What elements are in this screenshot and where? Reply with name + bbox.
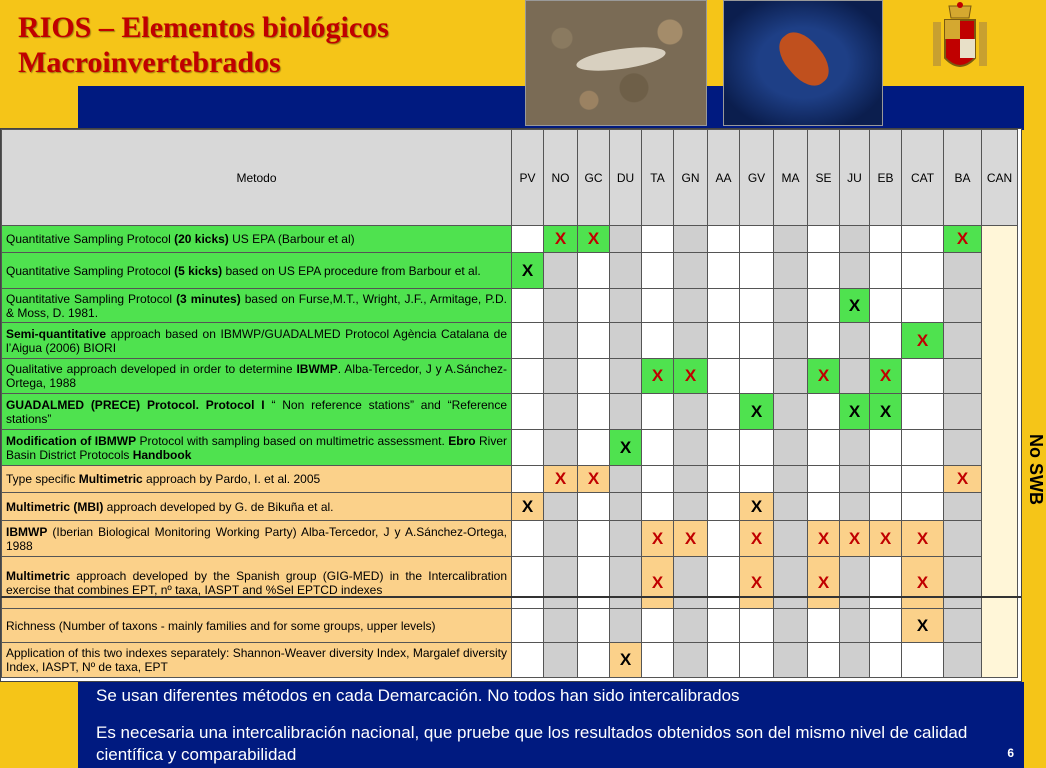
mark-cell-se: [808, 226, 840, 253]
page-number: 6: [1007, 746, 1014, 760]
mark-cell-se: [808, 493, 840, 521]
mark-cell-pv: [512, 557, 544, 609]
mark-cell-ju: [840, 359, 870, 394]
mark-cell-no: [544, 253, 578, 289]
mark-cell-ju: [840, 466, 870, 493]
method-cell: Semi-quantitative approach based on IBMWP/GUADALMED Protocol Agència Catalana de l’Aigua (2006) BIORI: [2, 323, 512, 359]
x-mark: X: [817, 366, 830, 385]
x-mark: X: [817, 572, 830, 592]
x-mark: X: [619, 650, 632, 669]
table-header-row: [2, 130, 1018, 226]
column-header-eb: EB: [870, 130, 902, 226]
title-line-1: RIOS – Elementos biológicos: [18, 11, 389, 44]
mark-cell-aa: [708, 609, 740, 643]
method-cell: Quantitative Sampling Protocol (3 minutes) based on Furse,M.T., Wright, J.F., Armitage, P.D. & Moss, D. 1981.: [2, 289, 512, 323]
mark-cell-gv: [740, 643, 774, 678]
mark-cell-eb: [870, 466, 902, 493]
mark-cell-eb: [870, 493, 902, 521]
larva-shape: [575, 43, 667, 75]
slide-title: [18, 10, 389, 80]
x-mark: X: [651, 572, 664, 592]
mark-cell-gc: [578, 289, 610, 323]
mark-cell-no: [544, 323, 578, 359]
x-mark: X: [848, 401, 861, 421]
mark-cell-no: [544, 394, 578, 430]
mark-cell-aa: [708, 289, 740, 323]
mark-cell-no: [544, 289, 578, 323]
method-cell: Application of this two indexes separately: Shannon-Weaver diversity Index, Margalef diversity Index, IASPT, Nº de taxa, EPT: [2, 643, 512, 678]
mark-cell-cat: [902, 521, 944, 557]
mark-cell-ju: [840, 521, 870, 557]
column-header-ta: TA: [642, 130, 674, 226]
table-row: [2, 643, 1018, 678]
mark-cell-ta: [642, 253, 674, 289]
method-cell: Quantitative Sampling Protocol (5 kicks) based on US EPA procedure from Barbour et al.: [2, 253, 512, 289]
column-header-pv: PV: [512, 130, 544, 226]
mark-cell-gc: [578, 359, 610, 394]
mark-cell-aa: [708, 430, 740, 466]
photo-mayfly-nymph: [723, 0, 883, 126]
mark-cell-pv: [512, 493, 544, 521]
mark-cell-gn: [674, 557, 708, 609]
mark-cell-gn: [674, 323, 708, 359]
mark-cell-eb: [870, 359, 902, 394]
mark-cell-ju: [840, 226, 870, 253]
mark-cell-du: [610, 493, 642, 521]
x-mark: X: [619, 437, 632, 457]
mark-cell-ju: [840, 643, 870, 678]
mark-cell-gc: [578, 323, 610, 359]
column-header-cat: CAT: [902, 130, 944, 226]
mark-cell-ma: [774, 359, 808, 394]
mark-cell-ta: [642, 289, 674, 323]
mark-cell-no: [544, 493, 578, 521]
method-cell: Modification of IBMWP Protocol with sampling based on multimetric assessment. Ebro River Basin District Protocols Handbook: [2, 430, 512, 466]
method-cell: Richness (Number of taxons - mainly families and for some groups, upper levels): [2, 609, 512, 643]
mark-cell-aa: [708, 643, 740, 678]
mark-cell-ba: [944, 323, 982, 359]
mark-cell-gc: [578, 430, 610, 466]
mark-cell-pv: [512, 466, 544, 493]
mark-cell-pv: [512, 643, 544, 678]
x-mark: X: [916, 615, 929, 635]
mark-cell-se: [808, 394, 840, 430]
mark-cell-du: [610, 643, 642, 678]
mark-cell-ma: [774, 226, 808, 253]
title-line-2: Macroinvertebrados: [18, 46, 281, 79]
note-2: Es necesaria una intercalibración nacional, que pruebe que los resultados obtenidos son del mismo nivel de calidad científica y comparabilidad: [96, 723, 968, 764]
mark-cell-gv: [740, 289, 774, 323]
mark-cell-ma: [774, 609, 808, 643]
mark-cell-aa: [708, 493, 740, 521]
method-cell: Multimetric approach developed by the Spanish group (GIG-MED) in the Intercalibration exercise that combines EPT, nº taxa, IASPT and %Sel EPTCD indexes: [2, 557, 512, 609]
mark-cell-du: [610, 289, 642, 323]
mark-cell-no: [544, 521, 578, 557]
mark-cell-ba: [944, 493, 982, 521]
mark-cell-ba: [944, 609, 982, 643]
mark-cell-no: [544, 226, 578, 253]
mark-cell-cat: [902, 323, 944, 359]
mark-cell-cat: [902, 394, 944, 430]
mark-cell-du: [610, 394, 642, 430]
table-row: [2, 226, 1018, 253]
column-header-ba: BA: [944, 130, 982, 226]
x-mark: X: [916, 528, 929, 548]
mark-cell-du: [610, 226, 642, 253]
mark-cell-ta: [642, 643, 674, 678]
column-header-can: CAN: [982, 130, 1018, 226]
column-header-aa: AA: [708, 130, 740, 226]
mark-cell-aa: [708, 226, 740, 253]
mark-cell-du: [610, 466, 642, 493]
mark-cell-gc: [578, 466, 610, 493]
mark-cell-se: [808, 466, 840, 493]
x-mark: X: [879, 366, 892, 385]
mark-cell-gn: [674, 609, 708, 643]
mark-cell-no: [544, 609, 578, 643]
mark-cell-gv: [740, 226, 774, 253]
mark-cell-ta: [642, 359, 674, 394]
mark-cell-gv: [740, 521, 774, 557]
mark-cell-gc: [578, 226, 610, 253]
x-mark: X: [554, 469, 567, 488]
mark-cell-eb: [870, 394, 902, 430]
column-header-method: Metodo: [2, 130, 512, 226]
mark-cell-eb: [870, 226, 902, 253]
mark-cell-ta: [642, 466, 674, 493]
mark-cell-ma: [774, 430, 808, 466]
column-header-gv: GV: [740, 130, 774, 226]
mark-cell-eb: [870, 643, 902, 678]
mark-cell-eb: [870, 430, 902, 466]
mark-cell-du: [610, 323, 642, 359]
mark-cell-aa: [708, 557, 740, 609]
mark-cell-aa: [708, 394, 740, 430]
mark-cell-se: [808, 253, 840, 289]
x-mark: X: [956, 469, 969, 488]
method-cell: Qualitative approach developed in order to determine IBWMP. Alba-Tercedor, J y A.Sánchez-Ortega, 1988: [2, 359, 512, 394]
column-header-ju: JU: [840, 130, 870, 226]
mark-cell-ba: [944, 643, 982, 678]
x-mark: X: [587, 469, 600, 488]
methods-table: [0, 128, 1046, 682]
mark-cell-pv: [512, 609, 544, 643]
mark-cell-gc: [578, 643, 610, 678]
mark-cell-ma: [774, 493, 808, 521]
table-row: [2, 253, 1018, 289]
mark-cell-ba: [944, 557, 982, 609]
x-mark: X: [879, 528, 892, 548]
mark-cell-gc: [578, 253, 610, 289]
mark-cell-gn: [674, 430, 708, 466]
table-row: [2, 521, 1018, 557]
mark-cell-ju: [840, 394, 870, 430]
table-row: [2, 430, 1018, 466]
mark-cell-ma: [774, 521, 808, 557]
method-cell: Multimetric (MBI) approach developed by G. de Bikuña et al.: [2, 493, 512, 521]
mark-cell-cat: [902, 466, 944, 493]
mark-cell-du: [610, 609, 642, 643]
mark-cell-ju: [840, 493, 870, 521]
mark-cell-pv: [512, 430, 544, 466]
x-mark: X: [684, 528, 697, 548]
mark-cell-ba: [944, 253, 982, 289]
x-mark: X: [521, 496, 534, 516]
x-mark: X: [651, 528, 664, 548]
mark-cell-ma: [774, 394, 808, 430]
mark-cell-pv: [512, 394, 544, 430]
mark-cell-gn: [674, 643, 708, 678]
mark-cell-gv: [740, 557, 774, 609]
mark-cell-ju: [840, 609, 870, 643]
x-mark: X: [651, 366, 664, 385]
mark-cell-ta: [642, 557, 674, 609]
mark-cell-se: [808, 643, 840, 678]
mark-cell-cat: [902, 493, 944, 521]
mark-cell-ma: [774, 557, 808, 609]
mark-cell-no: [544, 359, 578, 394]
x-mark: X: [879, 401, 892, 421]
mark-cell-gv: [740, 253, 774, 289]
mark-cell-pv: [512, 253, 544, 289]
table-row: [2, 493, 1018, 521]
column-header-du: DU: [610, 130, 642, 226]
mark-cell-eb: [870, 289, 902, 323]
mark-cell-ma: [774, 323, 808, 359]
mark-cell-eb: [870, 557, 902, 609]
column-header-no: NO: [544, 130, 578, 226]
mark-cell-aa: [708, 359, 740, 394]
mark-cell-gc: [578, 521, 610, 557]
mark-cell-se: [808, 521, 840, 557]
mark-cell-gv: [740, 430, 774, 466]
x-mark: X: [684, 366, 697, 385]
mark-cell-ju: [840, 430, 870, 466]
coat-of-arms-icon: [925, 2, 995, 78]
mark-cell-ta: [642, 609, 674, 643]
mark-cell-se: [808, 289, 840, 323]
mark-cell-se: [808, 323, 840, 359]
table-row: [2, 557, 1018, 609]
mark-cell-pv: [512, 359, 544, 394]
mark-cell-gc: [578, 493, 610, 521]
mark-cell-cat: [902, 430, 944, 466]
x-mark: X: [956, 229, 969, 248]
mark-cell-ba: [944, 394, 982, 430]
mark-cell-eb: [870, 323, 902, 359]
x-mark: X: [916, 572, 929, 592]
mark-cell-ta: [642, 430, 674, 466]
mark-cell-aa: [708, 323, 740, 359]
no-swb-label: No SWB: [1026, 434, 1046, 505]
mark-cell-gv: [740, 359, 774, 394]
mark-cell-ba: [944, 289, 982, 323]
mark-cell-ta: [642, 521, 674, 557]
mark-cell-se: [808, 359, 840, 394]
mark-cell-ta: [642, 394, 674, 430]
mark-cell-du: [610, 430, 642, 466]
mark-cell-ju: [840, 253, 870, 289]
mark-cell-gc: [578, 394, 610, 430]
mark-cell-gn: [674, 253, 708, 289]
x-mark: X: [848, 295, 861, 315]
mark-cell-aa: [708, 466, 740, 493]
x-mark: X: [554, 229, 567, 248]
photo-larva-on-gravel: [525, 0, 707, 126]
mark-cell-no: [544, 643, 578, 678]
mark-cell-pv: [512, 226, 544, 253]
mark-cell-se: [808, 430, 840, 466]
mark-cell-gn: [674, 493, 708, 521]
x-mark: X: [750, 572, 763, 592]
mark-cell-eb: [870, 253, 902, 289]
column-header-gn: GN: [674, 130, 708, 226]
footer-notes: [78, 682, 1024, 768]
mark-cell-gn: [674, 521, 708, 557]
method-cell: Quantitative Sampling Protocol (20 kicks) US EPA (Barbour et al): [2, 226, 512, 253]
mark-cell-aa: [708, 253, 740, 289]
mark-cell-ma: [774, 253, 808, 289]
mark-cell-ju: [840, 557, 870, 609]
mark-cell-gv: [740, 466, 774, 493]
column-header-ma: MA: [774, 130, 808, 226]
x-mark: X: [587, 229, 600, 248]
mark-cell-gv: [740, 323, 774, 359]
column-header-gc: GC: [578, 130, 610, 226]
column-header-se: SE: [808, 130, 840, 226]
method-cell: Type specific Multimetric approach by Pardo, I. et al. 2005: [2, 466, 512, 493]
mark-cell-ma: [774, 289, 808, 323]
mark-cell-du: [610, 359, 642, 394]
mark-cell-ta: [642, 323, 674, 359]
mark-cell-cat: [902, 226, 944, 253]
table-row: [2, 609, 1018, 643]
mark-cell-ta: [642, 493, 674, 521]
mark-cell-ba: [944, 226, 982, 253]
mark-cell-gv: [740, 609, 774, 643]
mark-cell-no: [544, 430, 578, 466]
x-mark: X: [750, 401, 763, 421]
note-1: Se usan diferentes métodos en cada Demarcación. No todos han sido intercalibrados: [96, 686, 740, 705]
mark-cell-ma: [774, 466, 808, 493]
nymph-shape: [771, 24, 837, 93]
mark-cell-gn: [674, 226, 708, 253]
mark-cell-ta: [642, 226, 674, 253]
mark-cell-cat: [902, 359, 944, 394]
mark-cell-ma: [774, 643, 808, 678]
mark-cell-gn: [674, 394, 708, 430]
mark-cell-no: [544, 557, 578, 609]
x-mark: X: [750, 496, 763, 516]
mark-cell-cat: [902, 557, 944, 609]
x-mark: X: [817, 528, 830, 548]
mark-cell-cat: [902, 253, 944, 289]
mark-cell-ba: [944, 521, 982, 557]
table-row: [2, 394, 1018, 430]
table-row: [2, 289, 1018, 323]
mark-cell-gc: [578, 557, 610, 609]
table-row: [2, 323, 1018, 359]
table-row: [2, 466, 1018, 493]
mark-cell-eb: [870, 609, 902, 643]
mark-cell-ju: [840, 323, 870, 359]
mark-cell-pv: [512, 289, 544, 323]
mark-cell-gn: [674, 289, 708, 323]
x-mark: X: [848, 528, 861, 548]
mark-cell-eb: [870, 521, 902, 557]
table-row: [2, 359, 1018, 394]
mark-cell-ba: [944, 359, 982, 394]
mark-cell-se: [808, 557, 840, 609]
x-mark: X: [521, 260, 534, 280]
mark-cell-du: [610, 521, 642, 557]
mark-cell-gv: [740, 493, 774, 521]
mark-cell-pv: [512, 323, 544, 359]
mark-cell-no: [544, 466, 578, 493]
mark-cell-cat: [902, 289, 944, 323]
x-mark: X: [916, 330, 929, 350]
mark-cell-gn: [674, 466, 708, 493]
mark-cell-du: [610, 253, 642, 289]
mark-cell-du: [610, 557, 642, 609]
group-divider: [1, 596, 1021, 598]
mark-cell-cat: [902, 643, 944, 678]
mark-cell-cat: [902, 609, 944, 643]
method-cell: GUADALMED (PRECE) Protocol. Protocol I “ Non reference stations” and “Reference stations”: [2, 394, 512, 430]
method-cell: IBMWP (Iberian Biological Monitoring Working Party) Alba-Tercedor, J y A.Sánchez-Ortega, 1988: [2, 521, 512, 557]
mark-cell-gv: [740, 394, 774, 430]
mark-cell-se: [808, 609, 840, 643]
x-mark: X: [750, 528, 763, 548]
mark-cell-gn: [674, 359, 708, 394]
mark-cell-ju: [840, 289, 870, 323]
mark-cell-pv: [512, 521, 544, 557]
mark-cell-aa: [708, 521, 740, 557]
mark-cell-gc: [578, 609, 610, 643]
